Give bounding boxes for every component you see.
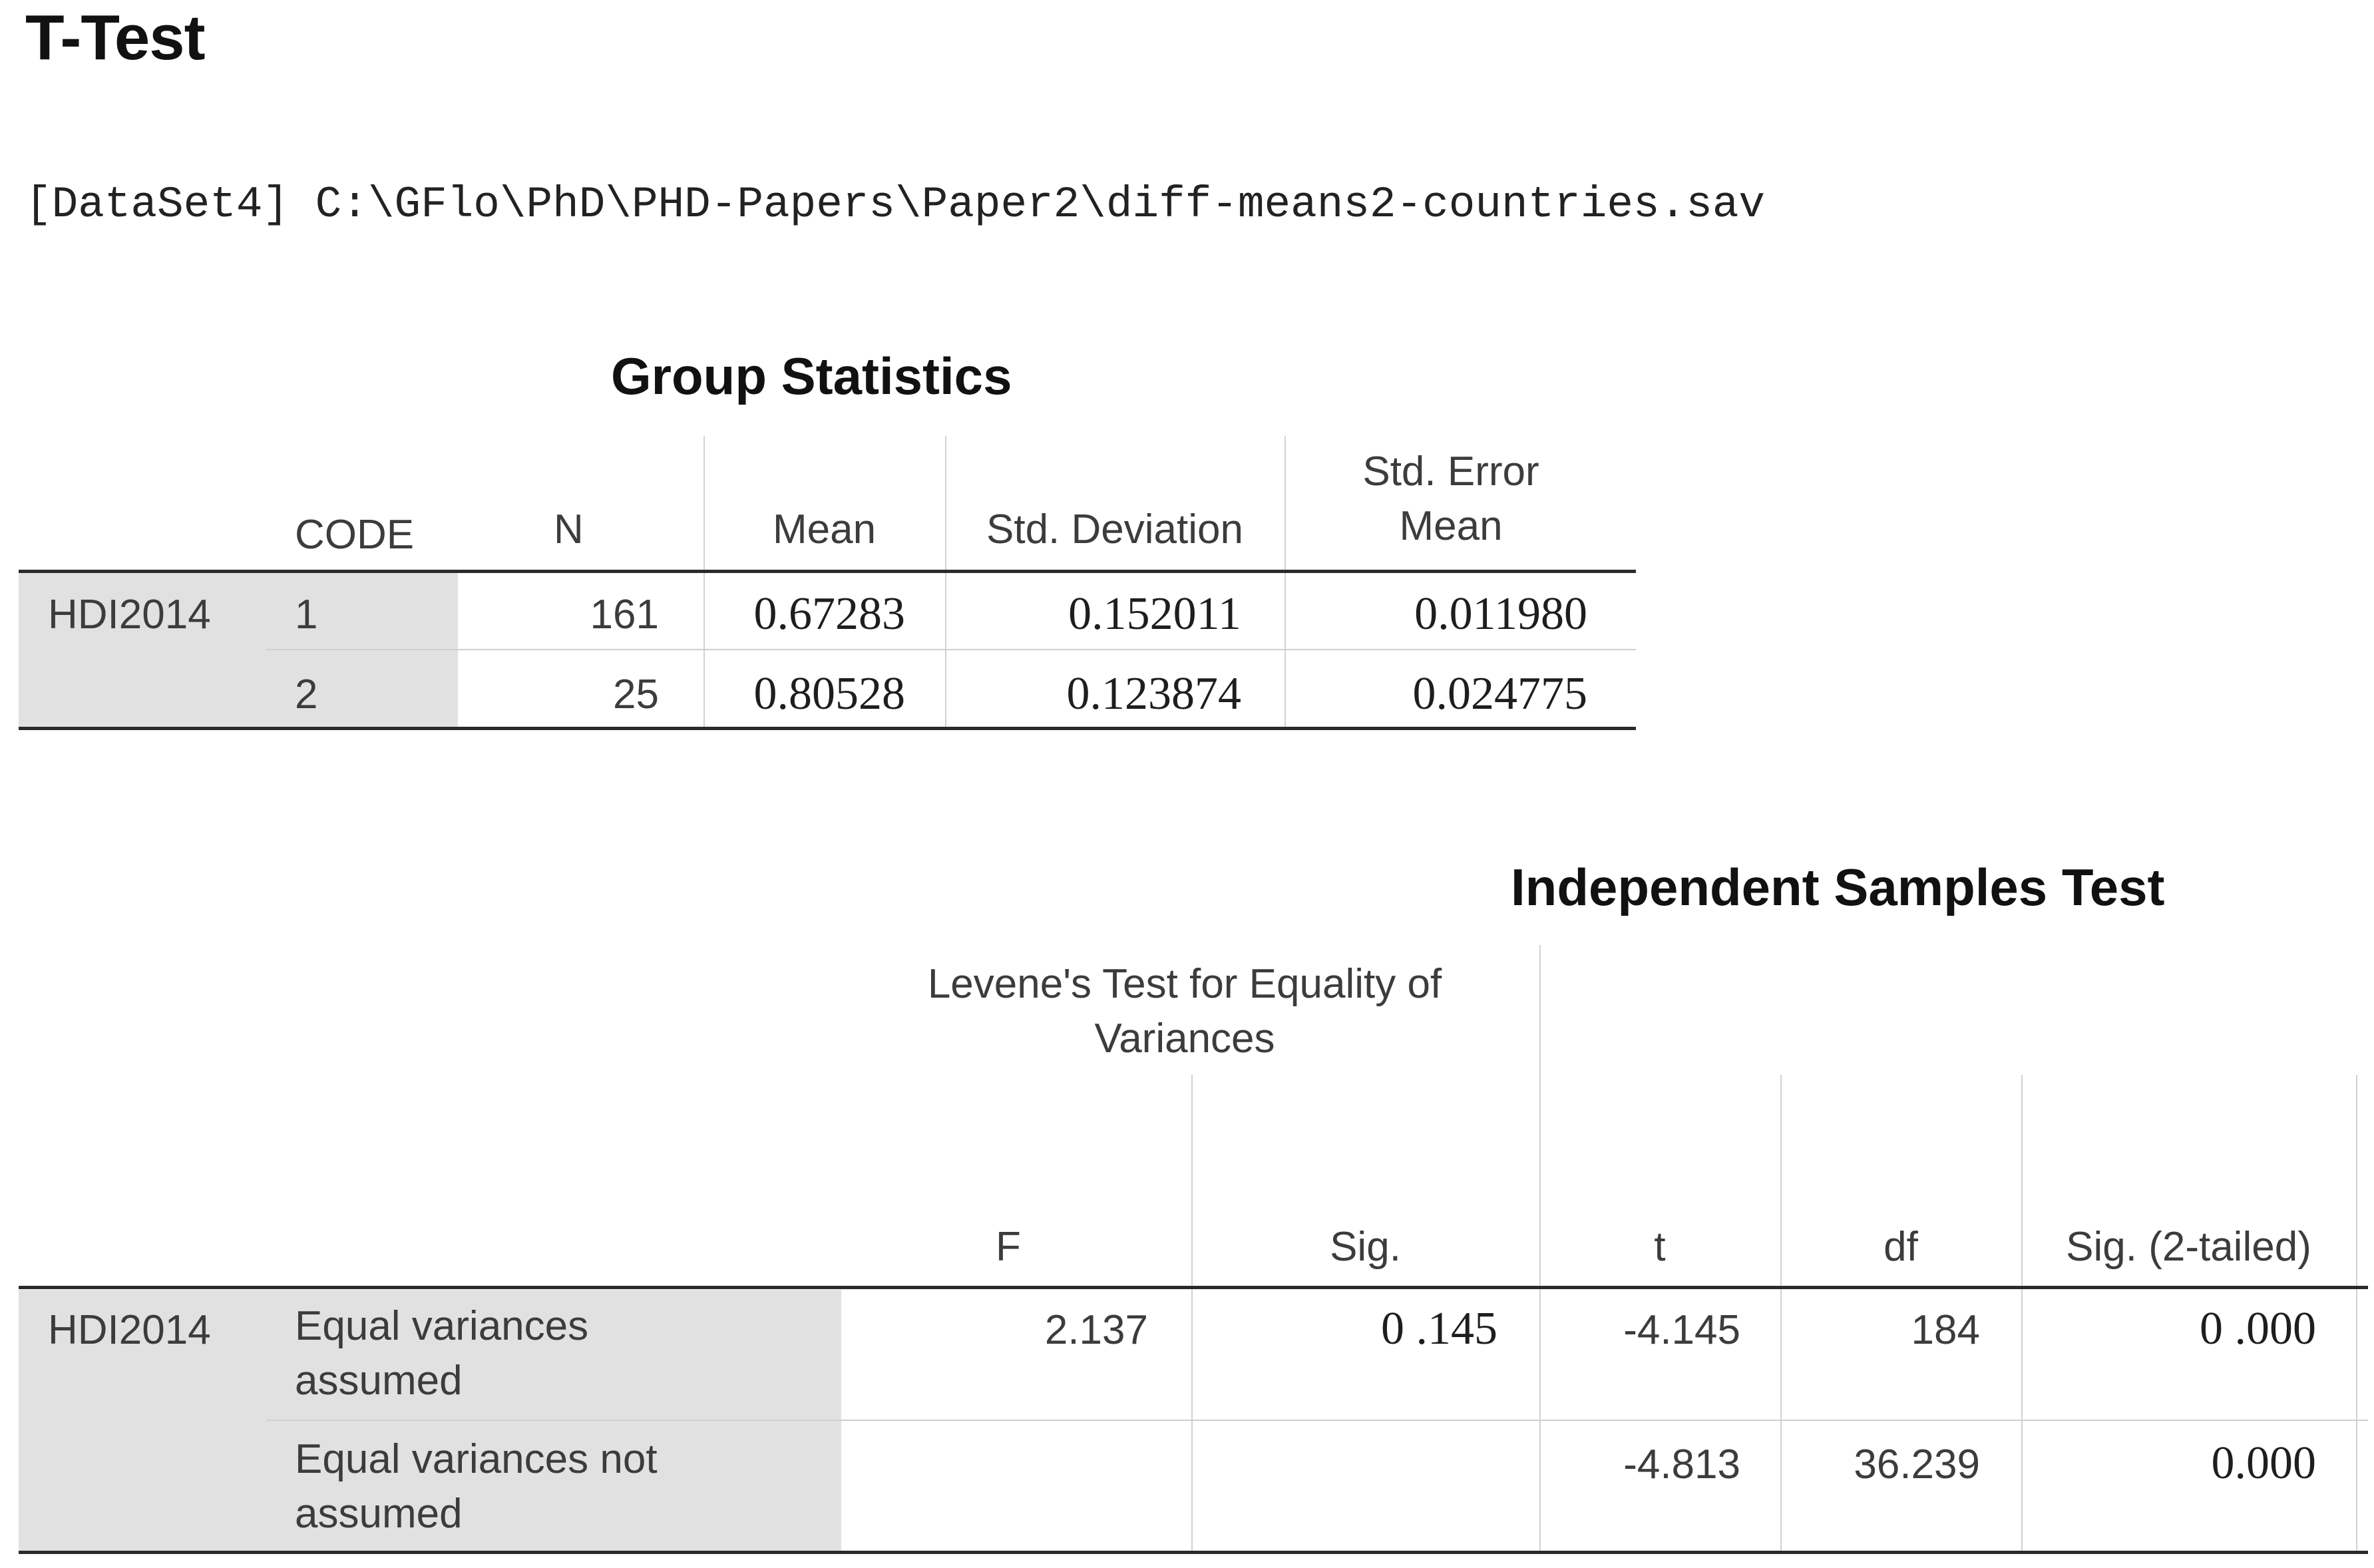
row-label: Equal variances assumed: [295, 1303, 589, 1404]
row-n: 161: [590, 592, 659, 638]
row-std-deviation: 0.152011: [1068, 588, 1241, 640]
header-code: CODE: [295, 512, 415, 558]
header-sig-2tailed: Sig. (2-tailed): [2066, 1224, 2311, 1270]
page-title: T-Test: [25, 2, 205, 73]
row-n: 25: [613, 672, 659, 717]
column-divider: [2356, 1075, 2357, 1551]
column-divider: [945, 436, 946, 727]
row-t: -4.145: [1623, 1307, 1740, 1353]
header-df: df: [1883, 1224, 1918, 1270]
group-statistics-title: Group Statistics: [611, 347, 1012, 405]
variable-label: HDI2014: [48, 1307, 211, 1353]
row-label: Equal variances not assumed: [295, 1436, 658, 1537]
header-t: t: [1654, 1224, 1666, 1270]
row-code: 2: [295, 672, 318, 717]
column-divider: [1191, 1075, 1193, 1551]
row-std-error-mean: 0.011980: [1414, 588, 1587, 640]
header-rule: [19, 1286, 2368, 1289]
header-mean: Mean: [772, 506, 877, 552]
header-n: N: [554, 506, 584, 552]
row-df: 36.239: [1854, 1442, 1980, 1487]
column-divider: [2021, 1075, 2023, 1551]
row-std-deviation: 0.123874: [1066, 668, 1241, 719]
independent-samples-test-title: Independent Samples Test: [1511, 858, 2165, 916]
column-divider: [1285, 436, 1286, 727]
row-sig: 0 .145: [1381, 1303, 1497, 1354]
row-code: 1: [295, 592, 318, 638]
row-std-error-mean: 0.024775: [1412, 668, 1587, 719]
header-std-deviation: Std. Deviation: [986, 506, 1243, 552]
row-mean: 0.67283: [753, 588, 905, 640]
row-sig-2tailed: 0 .000: [2200, 1303, 2316, 1354]
row-f: 2.137: [1044, 1307, 1148, 1353]
table-bottom-rule: [19, 727, 1636, 730]
row-df: 184: [1911, 1307, 1980, 1353]
header-rule: [19, 570, 1636, 573]
row-t: -4.813: [1623, 1442, 1740, 1487]
variable-label: HDI2014: [48, 592, 211, 638]
header-levene: Levene's Test for Equality of Variances: [927, 961, 1442, 1062]
dataset-path: [DataSet4] C:\GFlo\PhD\PHD-Papers\Paper2\diff-means2-countries.sav: [25, 180, 1766, 230]
row-divider: [266, 649, 1636, 650]
row-mean: 0.80528: [753, 668, 905, 719]
header-sig: Sig.: [1330, 1224, 1401, 1270]
table-bottom-rule: [19, 1551, 2368, 1554]
column-divider: [1780, 1075, 1782, 1551]
row-divider: [266, 1420, 2368, 1421]
row-sig-2tailed: 0.000: [2211, 1438, 2316, 1489]
header-std-error-mean: Std. Error Mean: [1362, 449, 1539, 549]
header-f: F: [996, 1224, 1021, 1270]
column-divider: [703, 436, 705, 727]
